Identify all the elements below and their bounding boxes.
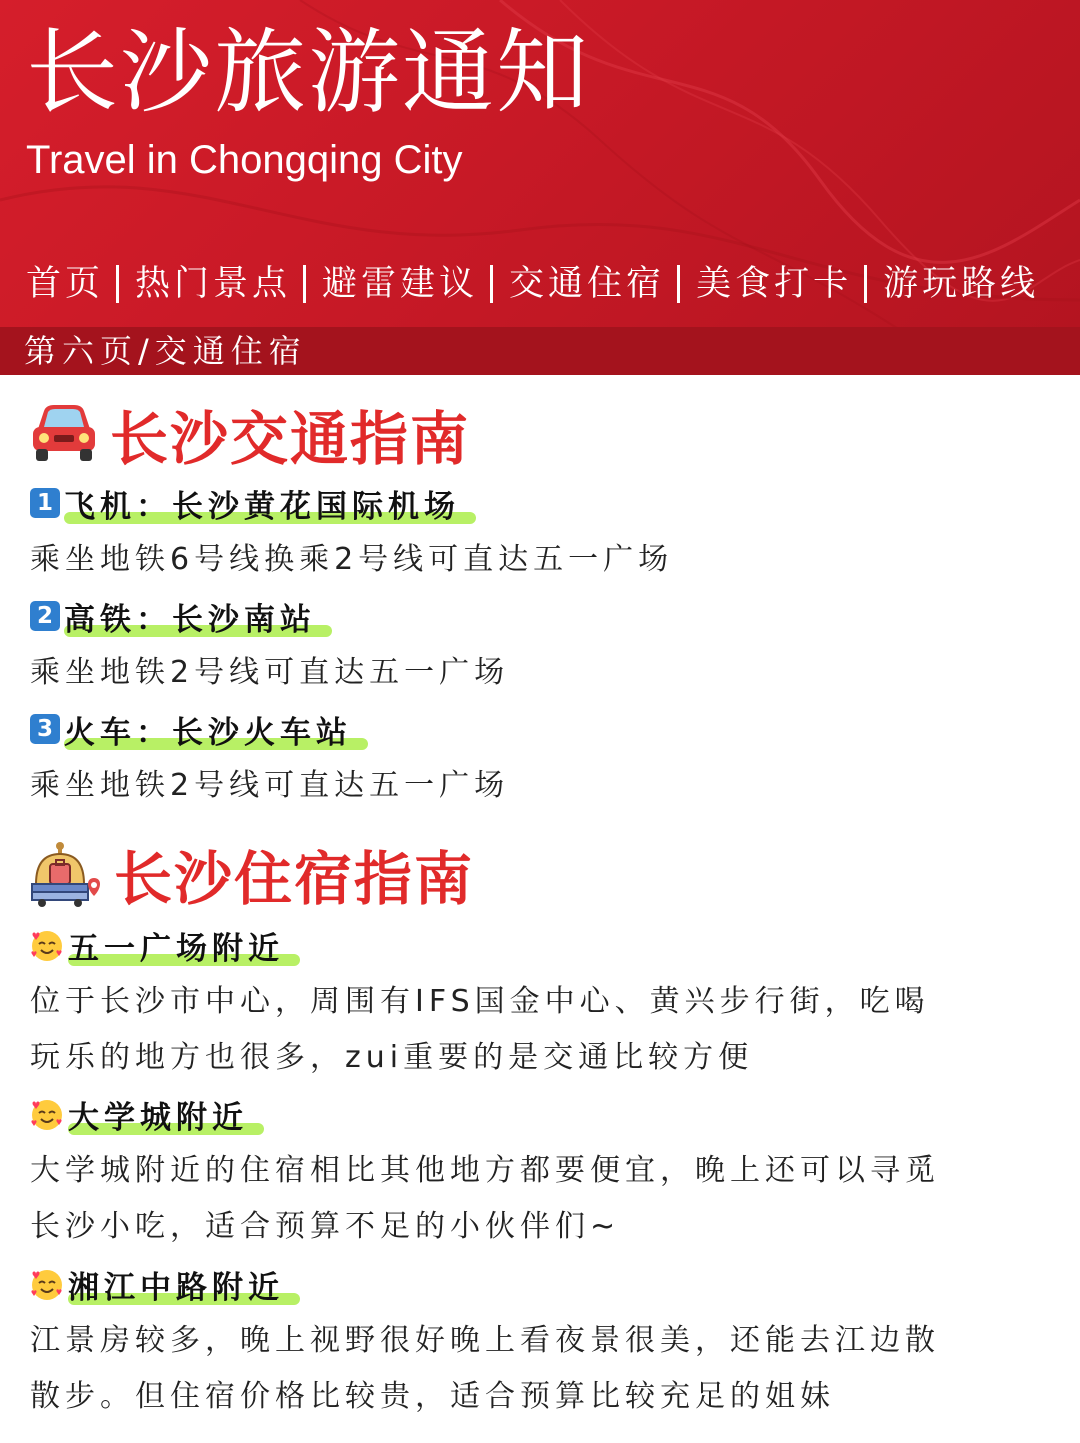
nav-divider (677, 265, 680, 303)
nav-divider (303, 265, 306, 303)
nav-divider (116, 265, 119, 303)
nav-divider (490, 265, 493, 303)
car-icon (30, 401, 98, 467)
breadcrumb: 第六页/交通住宿 (24, 332, 307, 370)
wuyi-square-line-2: 玩乐的地方也很多，zui重要的是交通比较方便 (30, 1040, 754, 1075)
transport-section-header (30, 392, 470, 476)
airport-label: 飞机：长沙黄花国际机场 (64, 488, 460, 525)
number-2-icon: 2 (30, 601, 60, 631)
nav-item-attractions[interactable]: 热门景点 (135, 264, 292, 304)
wuyi-square-label: 五一广场附近 (68, 930, 284, 967)
nav-divider (864, 265, 867, 303)
smiling-face-hearts-icon (30, 1097, 64, 1131)
xiangjiang-road-label: 湘江中路附近 (68, 1269, 284, 1306)
train-desc: 乘坐地铁2号线可直达五一广场 (30, 768, 510, 803)
number-1-icon: 1 (30, 488, 60, 518)
header-banner (0, 0, 1080, 375)
number-3-icon: 3 (30, 714, 60, 744)
airport-desc: 乘坐地铁6号线换乘2号线可直达五一广场 (30, 542, 674, 577)
train-label: 火车：长沙火车站 (64, 714, 352, 751)
lodging-item-xiangjiang-road (30, 1261, 300, 1307)
lodging-title: 长沙住宿指南 (114, 845, 475, 913)
lodging-section-header (30, 832, 474, 916)
page-subtitle: Travel in Chongqing City (26, 138, 463, 182)
highspeed-rail-desc: 乘坐地铁2号线可直达五一广场 (30, 655, 510, 690)
transport-item-train (30, 706, 368, 752)
transport-title: 长沙交通指南 (110, 405, 471, 473)
hotel-icon (30, 840, 102, 908)
lodging-item-wuyi-square (30, 922, 300, 968)
xiangjiang-road-line-1: 江景房较多，晚上视野很好晚上看夜景很美，还能去江边散 (30, 1323, 940, 1358)
transport-item-airport (30, 480, 476, 526)
university-town-label: 大学城附近 (68, 1099, 248, 1136)
wuyi-square-line-1: 位于长沙市中心，周围有IFS国金中心、黄兴步行街，吃喝 (30, 984, 930, 1019)
nav-bar (26, 260, 1039, 308)
nav-item-home[interactable]: 首页 (26, 264, 105, 304)
page-title: 长沙旅游通知 (26, 19, 591, 126)
nav-item-transport[interactable]: 交通住宿 (509, 264, 666, 304)
smiling-face-hearts-icon (30, 928, 64, 962)
breadcrumb-bar (0, 327, 1080, 375)
xiangjiang-road-line-2: 散步。但住宿价格比较贵，适合预算比较充足的姐妹 (30, 1379, 835, 1414)
nav-item-food[interactable]: 美食打卡 (696, 264, 853, 304)
highspeed-rail-label: 高铁：长沙南站 (64, 601, 316, 638)
transport-item-highspeed-rail (30, 593, 332, 639)
university-town-line-1: 大学城附近的住宿相比其他地方都要便宜，晚上还可以寻觅 (30, 1153, 940, 1188)
smiling-face-hearts-icon (30, 1267, 64, 1301)
university-town-line-2: 长沙小吃，适合预算不足的小伙伴们~ (30, 1209, 621, 1244)
lodging-item-university-town (30, 1091, 264, 1137)
nav-item-tips[interactable]: 避雷建议 (322, 264, 479, 304)
nav-item-routes[interactable]: 游玩路线 (883, 264, 1040, 304)
